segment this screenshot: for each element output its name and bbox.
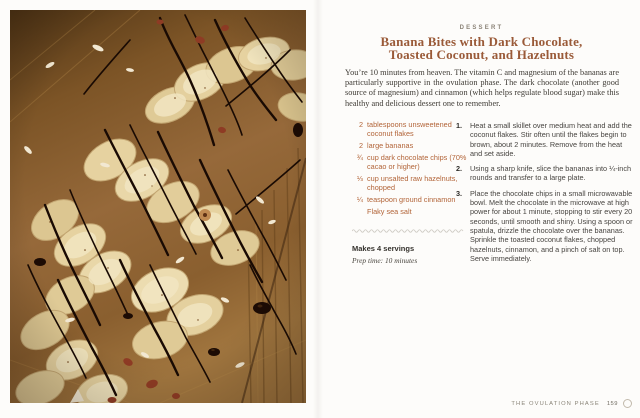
step-number: 2. (456, 164, 463, 174)
ingredient-item (352, 208, 468, 217)
wavy-divider (352, 228, 464, 233)
ingredient-text: large bananas (367, 140, 414, 150)
ingredient-text: tablespoons unsweetened coconut flakes (367, 120, 452, 138)
ingredient-item (352, 121, 468, 138)
step-text: Using a sharp knife, slice the bananas into ¼-inch rounds and transfer to a large plate. (470, 164, 632, 183)
ingredient-item (352, 154, 468, 171)
ingredient-qty (352, 208, 363, 217)
ingredient-qty: 2 (358, 120, 363, 129)
ingredient-qty: ¼ (356, 194, 363, 204)
step-text: Place the chocolate chips in a small microwavable bowl. Melt the chocolate in the microwave at high power for about 1 minute, stopping to stir every 20 seconds, until smooth and shiny. Using a spoon or spatula, drizzle the chocolate over the bananas. Sprinkle the toasted coconut flakes, chopped hazelnuts, cinnamon, and a pinch of salt on top. Serve immediately. (470, 188, 633, 263)
yield-label: Makes 4 servings (352, 244, 415, 254)
page-footer (320, 399, 632, 408)
ingredient-list (352, 121, 468, 265)
instruction-step (456, 164, 636, 183)
ingredient-text: Flaky sea salt (367, 207, 412, 217)
recipe-photo (10, 10, 306, 403)
step-number: 3. (456, 188, 463, 198)
step-number: 1. (456, 121, 463, 130)
instruction-list (456, 121, 636, 269)
instruction-step (456, 189, 636, 263)
ingredient-qty: ⅓ (356, 174, 363, 184)
ingredient-text: cup unsalted raw hazelnuts, chopped (367, 174, 458, 192)
instruction-step (456, 121, 636, 158)
ingredient-qty: ¾ (356, 153, 363, 163)
phase-circle-icon (623, 399, 632, 408)
recipe-page (320, 0, 640, 418)
step-text: Heat a small skillet over medium heat and add the coconut flakes. Stir often until the flakes begin to brown, about 2 minutes. Remove from the heat and set aside. (470, 121, 632, 158)
ingredient-item (352, 175, 468, 192)
ingredient-item (352, 196, 468, 205)
recipe-title-line2: Toasted Coconut, and Hazelnuts (388, 46, 575, 62)
recipe-title-line1: Banana Bites with Dark Chocolate, (380, 34, 583, 49)
footer-page-number: 159 (606, 400, 618, 407)
recipe-title (332, 36, 631, 61)
category-label: DESSERT (459, 25, 504, 31)
footer-section-label: THE OVULATION PHASE (511, 400, 600, 407)
ingredient-text: cup dark chocolate chips (70% cacao or higher) (367, 153, 467, 171)
ingredient-item (352, 142, 468, 151)
ingredient-qty: 2 (358, 140, 363, 150)
ingredient-text: teaspoon ground cinnamon (367, 194, 456, 204)
recipe-intro: You’re 10 minutes from heaven. The vitamin C and magnesium of the bananas are particularly supportive in the ovulation phase. The dark chocolate (another good source of magnesium) and cinnamon (which helps regulate blood sugar) make this healthy and delicious dessert one to remember. (345, 68, 619, 108)
banana-bites-photo-illustration (10, 10, 306, 403)
prep-time-label: Prep time: 10 minutes (352, 256, 418, 266)
